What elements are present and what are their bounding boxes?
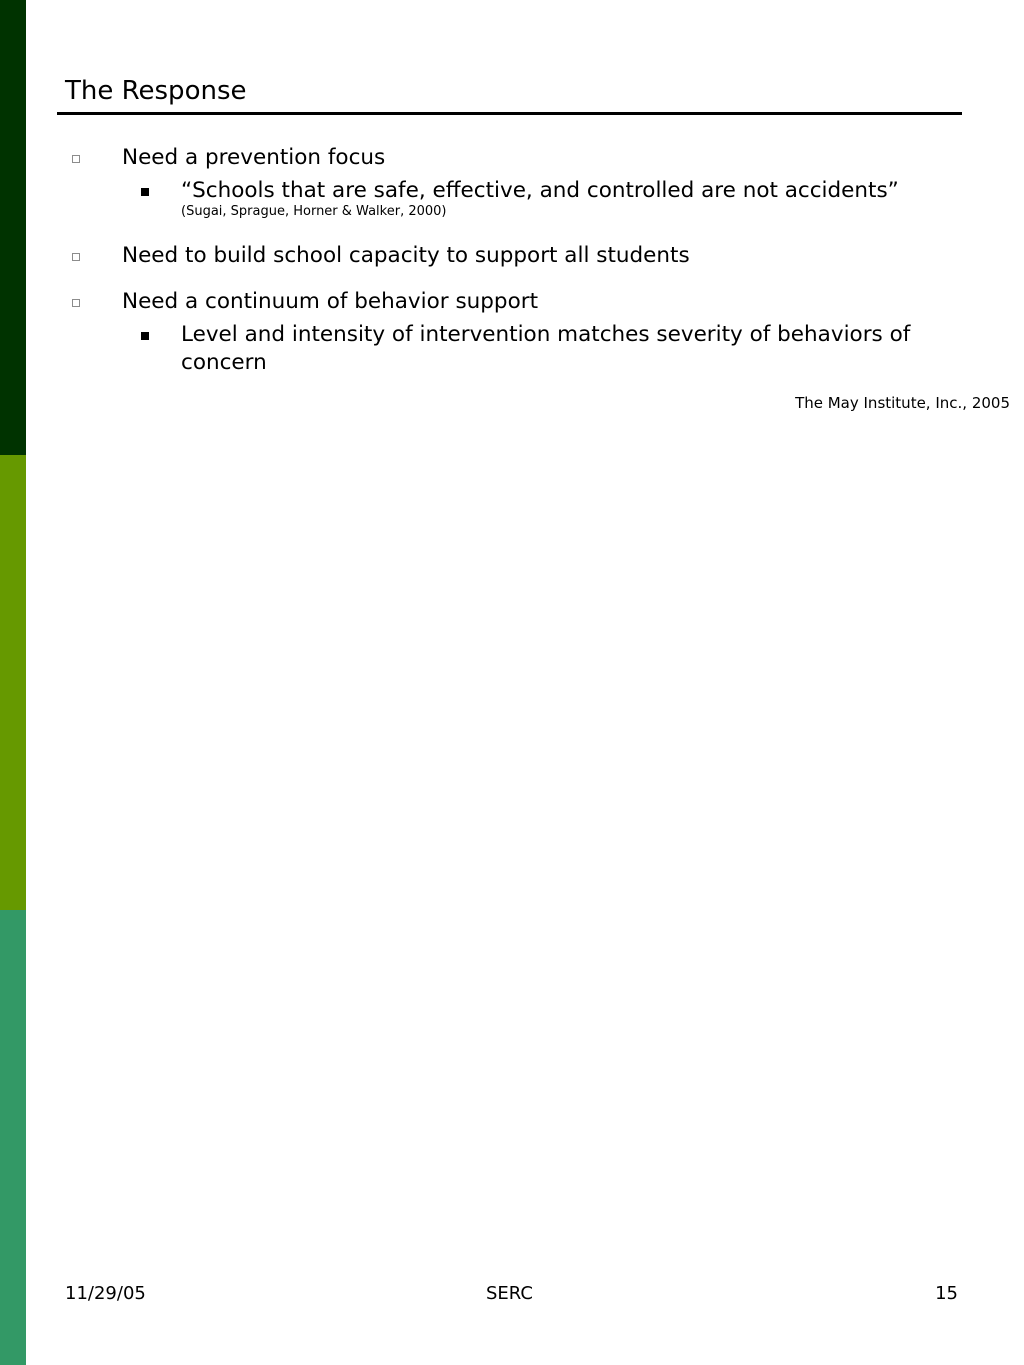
hollow-square-bullet-icon: [72, 299, 80, 307]
sub-bullet-intervention-line1: Level and intensity of intervention matches severity of behaviors of: [181, 322, 911, 347]
footer-page-number: 15: [935, 1283, 958, 1304]
sub-bullet-intervention-line2: concern: [181, 350, 267, 375]
bullet-school-capacity: Need to build school capacity to support all students: [122, 243, 690, 268]
quote-citation: (Sugai, Sprague, Horner & Walker, 2000): [181, 204, 447, 219]
source-credit: The May Institute, Inc., 2005: [795, 394, 1010, 412]
bullet-behavior-continuum: Need a continuum of behavior support: [122, 289, 538, 314]
filled-square-bullet-icon: [141, 188, 149, 196]
sidebar-band-bottom: [0, 910, 26, 1365]
sub-bullet-schools-quote: “Schools that are safe, effective, and controlled are not accidents”: [181, 178, 899, 203]
filled-square-bullet-icon: [141, 332, 149, 340]
slide-title: The Response: [65, 76, 247, 106]
footer-date: 11/29/05: [65, 1283, 146, 1304]
hollow-square-bullet-icon: [72, 155, 80, 163]
sidebar-decoration: [0, 0, 26, 1365]
sidebar-band-top: [0, 0, 26, 455]
sidebar-band-middle: [0, 455, 26, 910]
footer-organization: SERC: [486, 1283, 533, 1304]
hollow-square-bullet-icon: [72, 253, 80, 261]
bullet-prevention-focus: Need a prevention focus: [122, 145, 386, 170]
title-underline: [57, 112, 962, 115]
